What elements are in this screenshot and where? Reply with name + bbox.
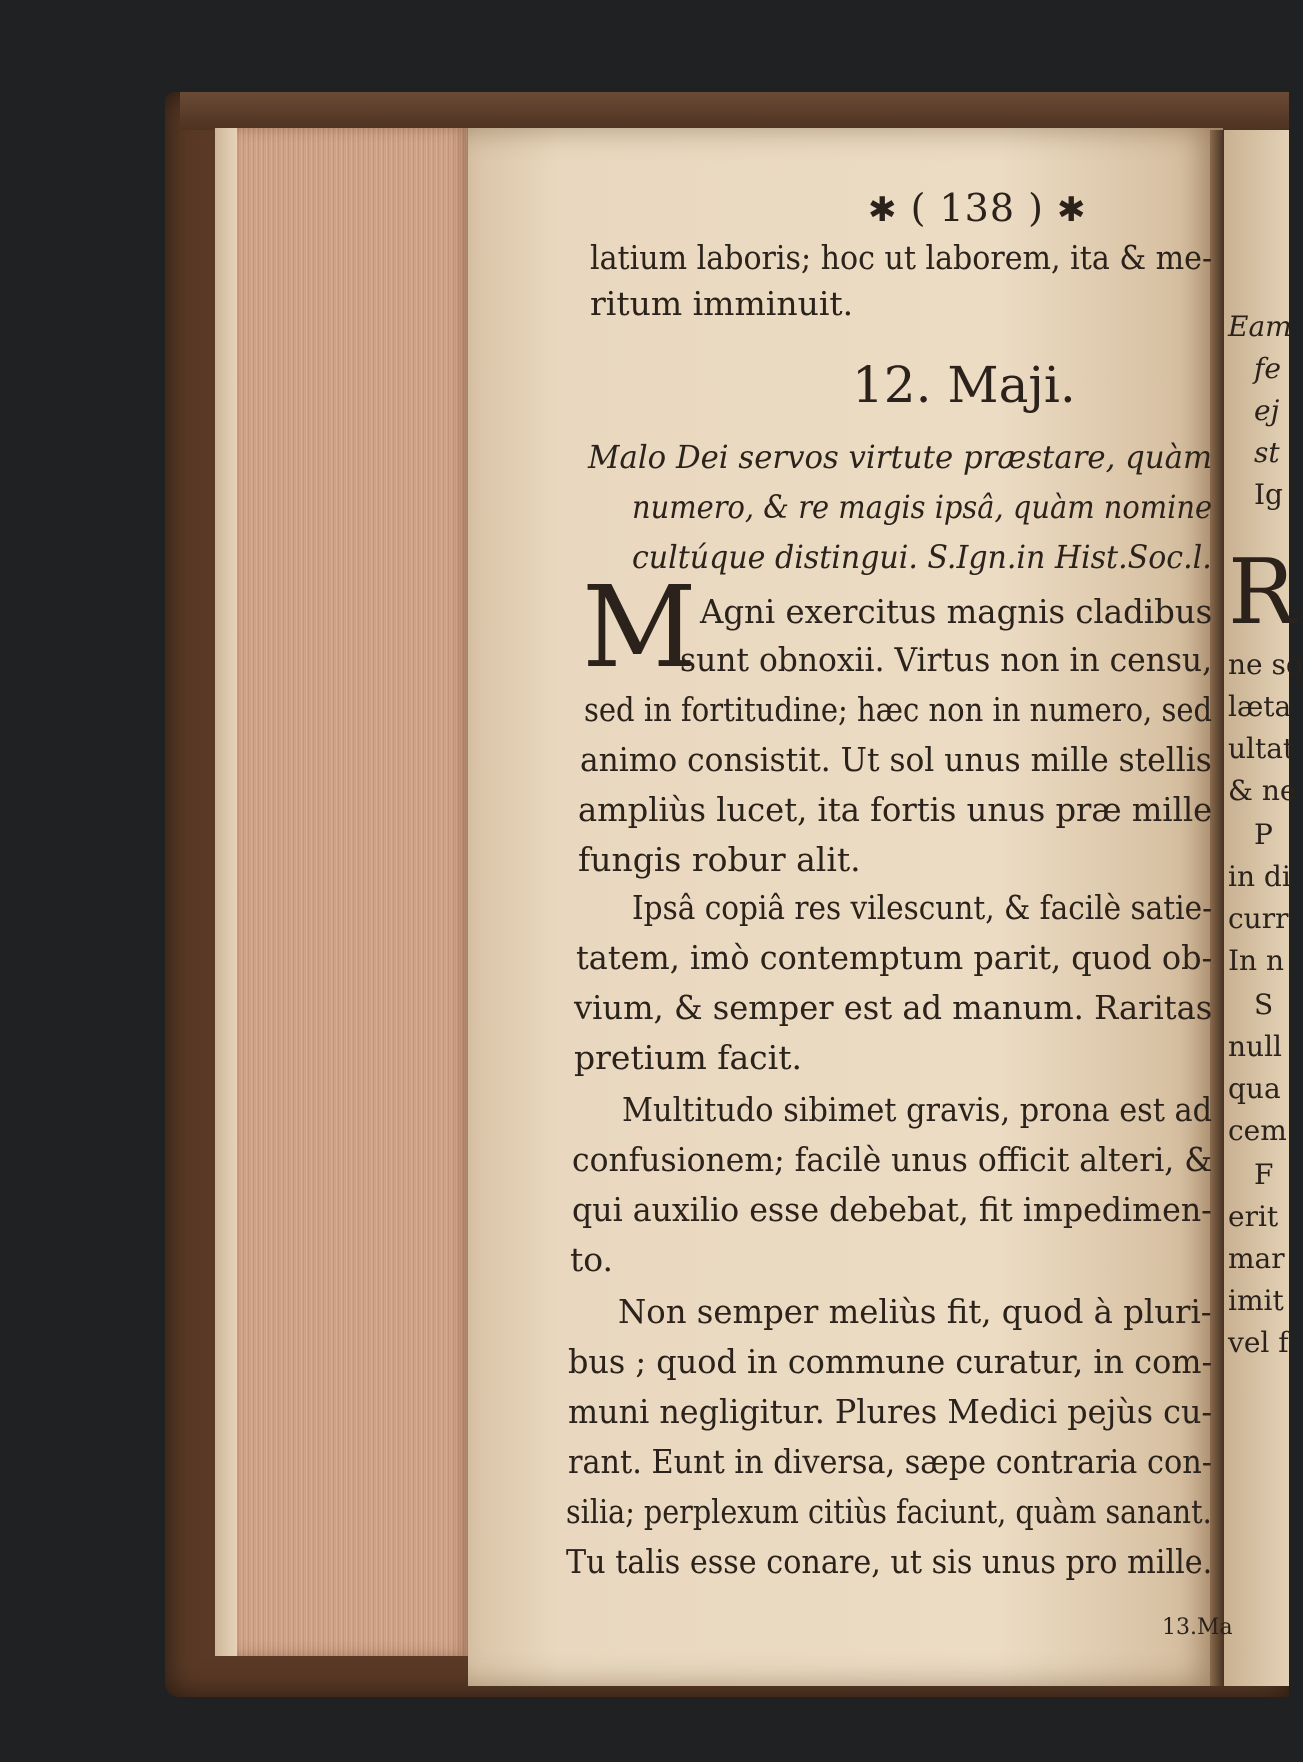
paragraph-line: Tu talis esse conare, ut sis unus pro mille.: [566, 1542, 1213, 1581]
paragraph-line: tatem, imò contemptum parit, quod ob-: [576, 938, 1213, 977]
right-page-line: imit: [1228, 1284, 1284, 1317]
right-page-line: mar: [1228, 1242, 1285, 1275]
right-page-line: ej: [1254, 394, 1280, 427]
paragraph-line: confusionem; facilè unus officit alteri, &: [572, 1140, 1213, 1179]
right-page-line: fe: [1254, 352, 1281, 385]
right-page-line: qua: [1228, 1072, 1281, 1105]
right-page-line: F: [1254, 1158, 1274, 1191]
right-page-line: st: [1254, 436, 1280, 469]
ornament-icon: ✱: [868, 190, 898, 230]
paragraph-line: vium, & semper est ad manum. Raritas: [574, 988, 1213, 1027]
paragraph-line: pretium facit.: [574, 1038, 802, 1077]
motto-line: numero, & re magis ipsâ, quàm nomine: [632, 488, 1213, 526]
right-page-dropcap: R: [1228, 540, 1296, 645]
motto-line: cultúque distingui. S.Ign.in Hist.Soc.l.: [632, 538, 1212, 576]
paragraph-line: rant. Eunt in diversa, sæpe contraria con-: [568, 1442, 1212, 1481]
page-header: [868, 186, 1087, 230]
right-page-line: læta: [1228, 690, 1292, 723]
right-page-line: curr: [1228, 902, 1289, 935]
paragraph-line: qui auxilio esse debebat, fit impedimen-: [572, 1190, 1212, 1229]
paragraph-line: Non semper meliùs fit, quod à pluri-: [618, 1292, 1212, 1331]
continuation-line: ritum imminuit.: [590, 284, 854, 323]
paragraph-line: fungis robur alit.: [578, 840, 861, 879]
motto-line: Malo Dei servos virtute præstare, quàm: [588, 438, 1213, 476]
paragraph-line: muni negligitur. Plures Medici pejùs cu-: [568, 1392, 1213, 1431]
catchword: 13.Ma: [1162, 1615, 1233, 1640]
cover-top-edge: [180, 92, 1289, 130]
right-page-line: S: [1254, 988, 1274, 1021]
right-page-line: vel f: [1228, 1326, 1289, 1359]
right-page-line: Ig: [1254, 478, 1283, 511]
right-page-fragment: [1224, 130, 1303, 1686]
right-page-line: erit: [1228, 1200, 1279, 1233]
day-title: 12. Maji.: [852, 356, 1076, 414]
drop-capital: M: [582, 563, 697, 693]
paragraph-line: bus ; quod in commune curatur, in com-: [568, 1342, 1213, 1381]
paragraph-line: animo consistit. Ut sol unus mille stellis: [580, 740, 1212, 779]
paragraph-line: silia; perplexum citiùs faciunt, quàm sanant.: [566, 1492, 1212, 1531]
right-page-line: ne so: [1228, 648, 1303, 681]
paragraph-line: ampliùs lucet, ita fortis unus præ mille: [578, 790, 1213, 829]
page-number: ( 138 ): [910, 186, 1044, 230]
page-block-edges: [235, 128, 470, 1656]
paragraph-line: sed in fortitudine; hæc non in numero, sed: [584, 690, 1213, 729]
paragraph-line: Agni exercitus magnis cladibus: [700, 592, 1213, 631]
right-page-line: P: [1254, 818, 1273, 851]
ornament-icon: ✱: [1057, 190, 1087, 230]
right-page-line: Eam: [1228, 310, 1292, 343]
right-page-line: in di: [1228, 860, 1291, 893]
continuation-line: latium laboris; hoc ut laborem, ita & me-: [590, 238, 1213, 277]
right-page-line: null: [1228, 1030, 1282, 1063]
right-page-line: In n: [1228, 944, 1285, 977]
paragraph-line: Multitudo sibimet gravis, prona est ad: [622, 1090, 1213, 1129]
right-page-line: ultat: [1228, 732, 1295, 765]
right-page-line: & ne: [1228, 774, 1297, 807]
paragraph-line: to.: [570, 1240, 614, 1279]
paragraph-line: Ipsâ copiâ res vilescunt, & facilè satie-: [632, 888, 1213, 927]
paragraph-line: sunt obnoxii. Virtus non in censu,: [680, 640, 1213, 679]
right-page-line: cem: [1228, 1114, 1287, 1147]
